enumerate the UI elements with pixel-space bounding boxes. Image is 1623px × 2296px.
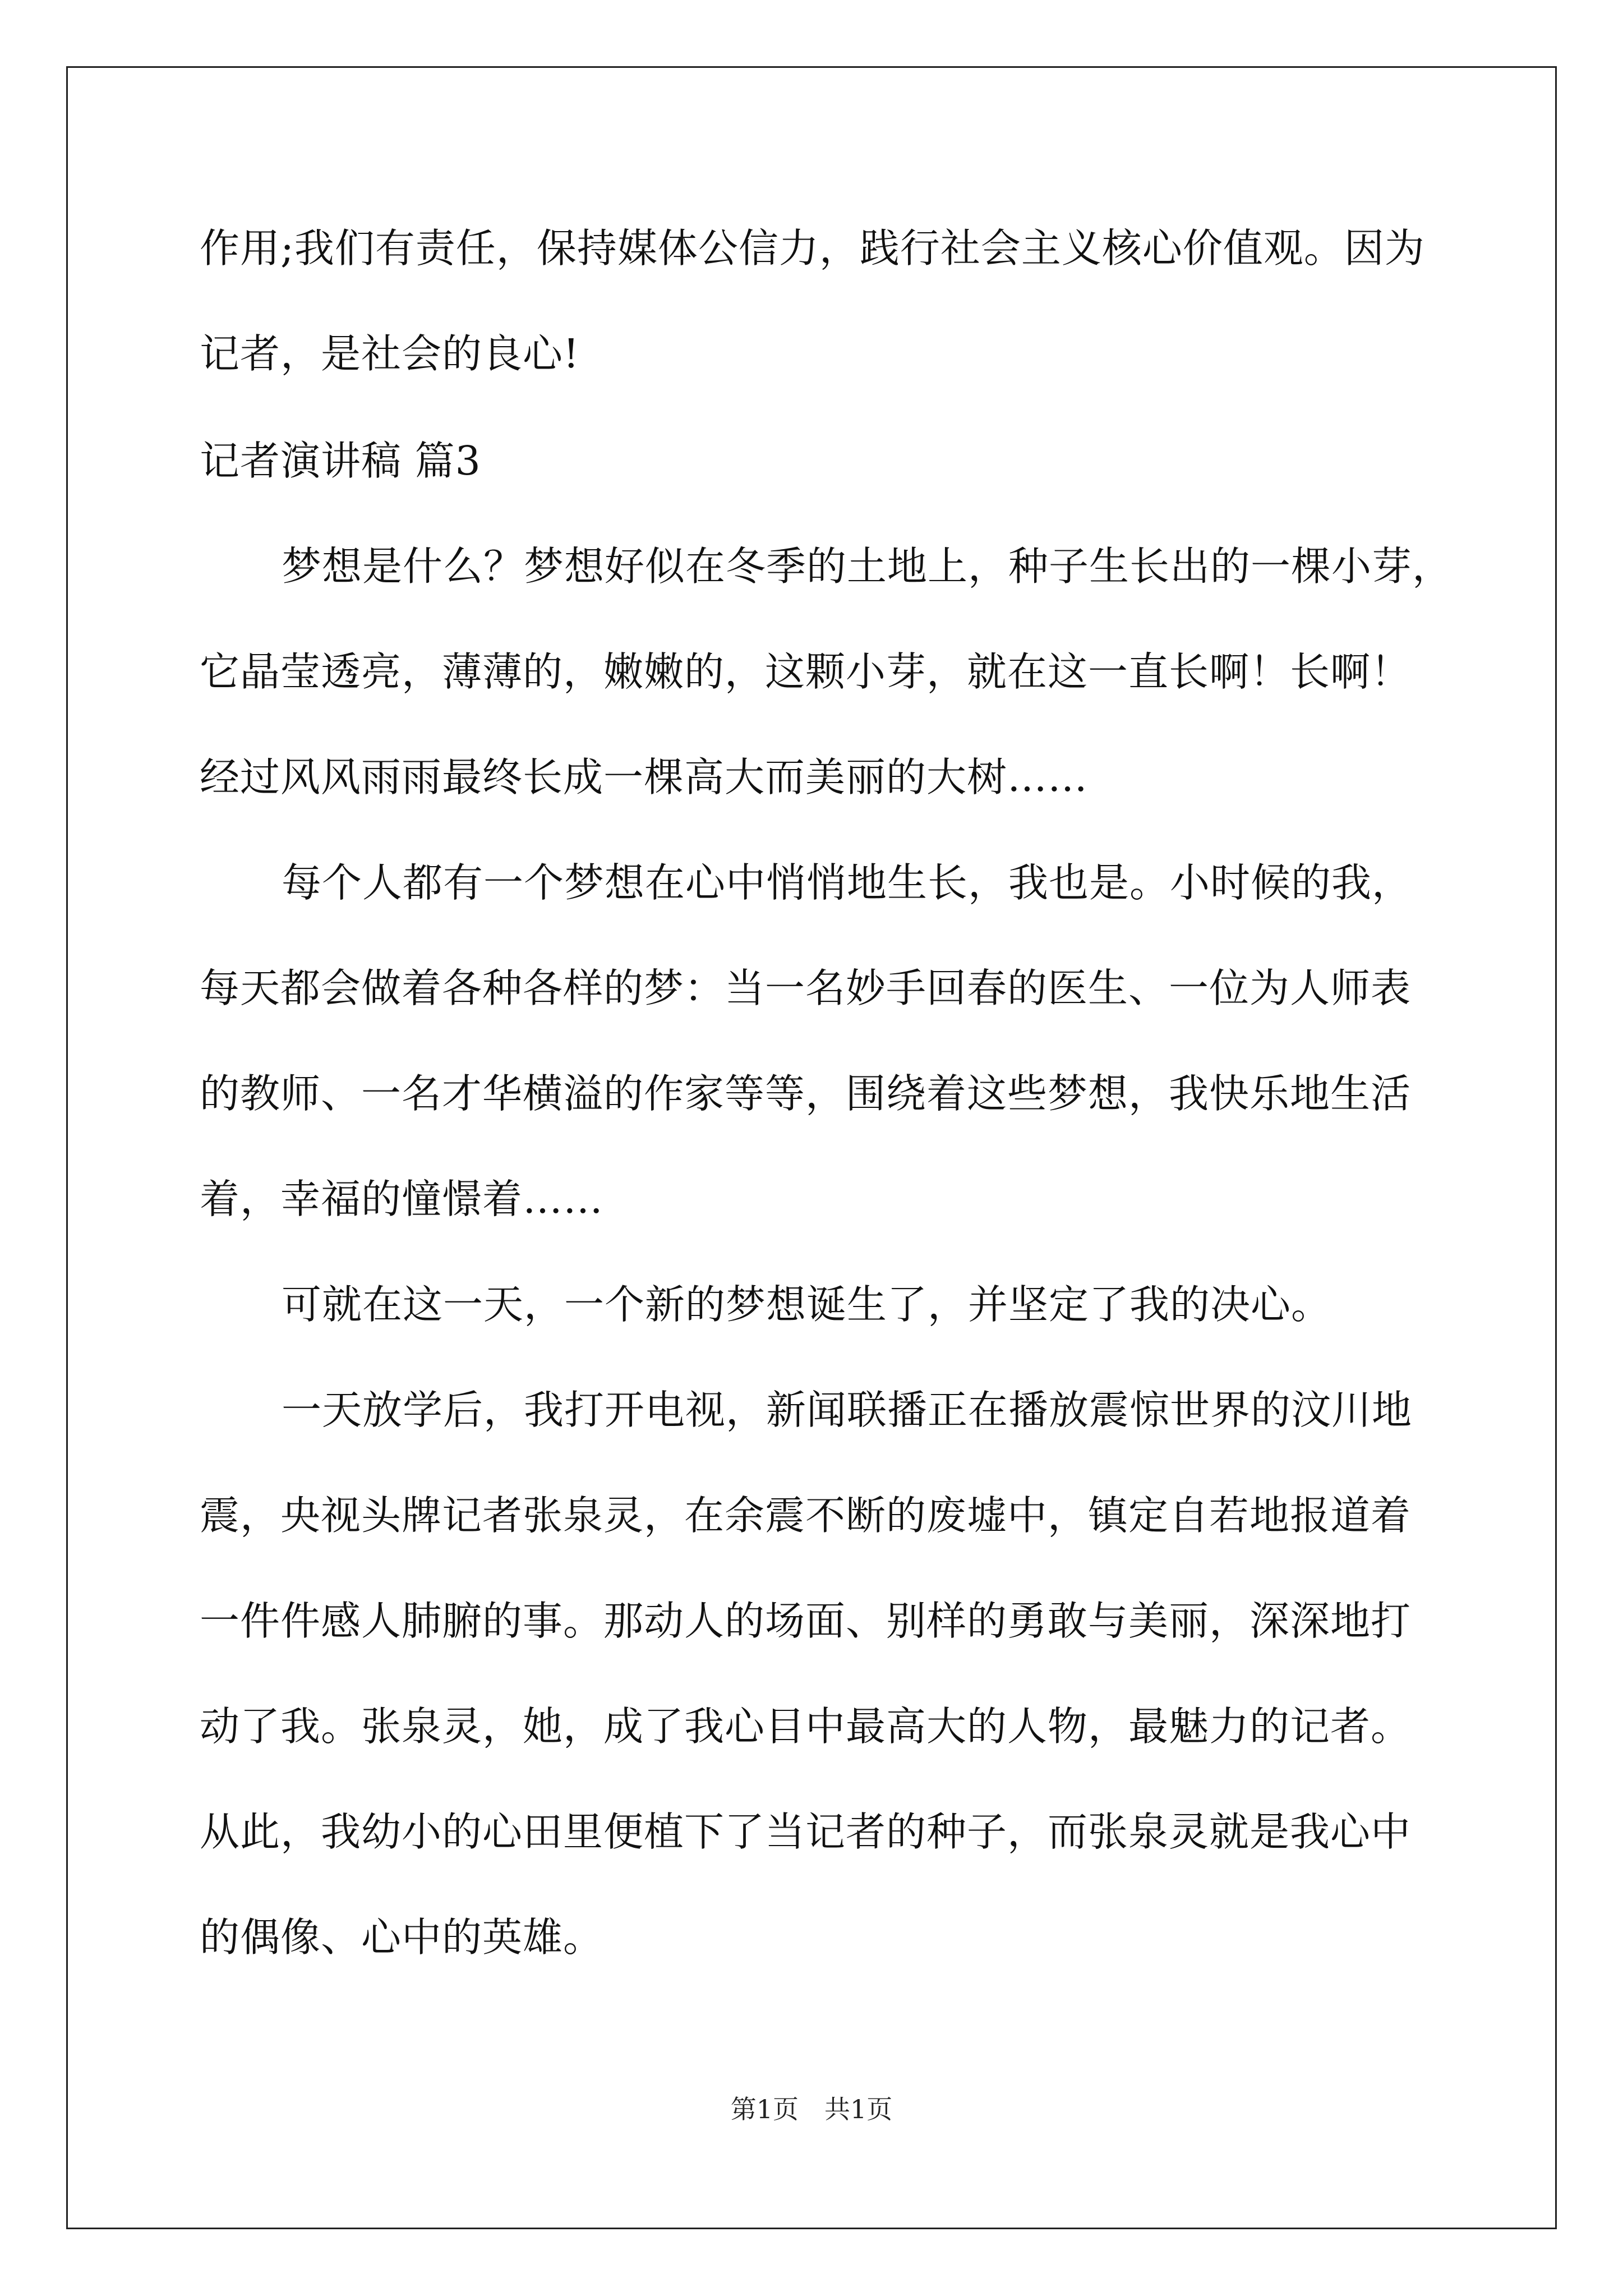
body-line: 记者，是社会的良心! (200, 330, 580, 377)
body-line: 动了我。张泉灵，她，成了我心目中最高大的人物，最魅力的记者。 (200, 1703, 1412, 1750)
body-line: 它晶莹透亮，薄薄的，嫩嫩的，这颗小芽，就在这一直长啊！长啊！ (200, 648, 1412, 695)
body-line: 从此，我幼小的心田里便植下了当记者的种子，而张泉灵就是我心中 (200, 1809, 1412, 1855)
paragraph-start-line: 一天放学后，我打开电视，新闻联播正在播放震惊世界的汶川地 (282, 1387, 1413, 1433)
paragraph-start-line: 每个人都有一个梦想在心中悄悄地生长，我也是。小时候的我， (282, 859, 1413, 906)
body-line: 的偶像、心中的英雄。 (200, 1914, 604, 1961)
body-line: 震，央视头牌记者张泉灵，在余震不断的废墟中，镇定自若地报道着 (200, 1492, 1412, 1539)
paragraph-start-line: 梦想是什么？梦想好似在冬季的土地上，种子生长出的一棵小芽， (282, 543, 1453, 590)
paragraph-start-line: 可就在这一天，一个新的梦想诞生了，并坚定了我的决心。 (282, 1281, 1332, 1328)
section-heading: 记者演讲稿 篇3 (200, 438, 481, 484)
page-border (66, 66, 1557, 2229)
body-line: 的教师、一名才华横溢的作家等等，围绕着这些梦想，我快乐地生活 (200, 1070, 1412, 1117)
body-line: 作用;我们有责任，保持媒体公信力，践行社会主义核心价值观。因为 (200, 225, 1425, 272)
body-line: 每天都会做着各种各样的梦：当一名妙手回春的医生、一位为人师表 (200, 965, 1412, 1011)
body-line: 经过风风雨雨最终长成一棵高大而美丽的大树…… (200, 754, 1089, 800)
body-line: 一件件感人肺腑的事。那动人的场面、别样的勇敢与美丽，深深地打 (200, 1598, 1412, 1644)
body-line: 着，幸福的憧憬着…… (200, 1176, 604, 1222)
page-number-footer: 第1页 共1页 (730, 2094, 893, 2124)
